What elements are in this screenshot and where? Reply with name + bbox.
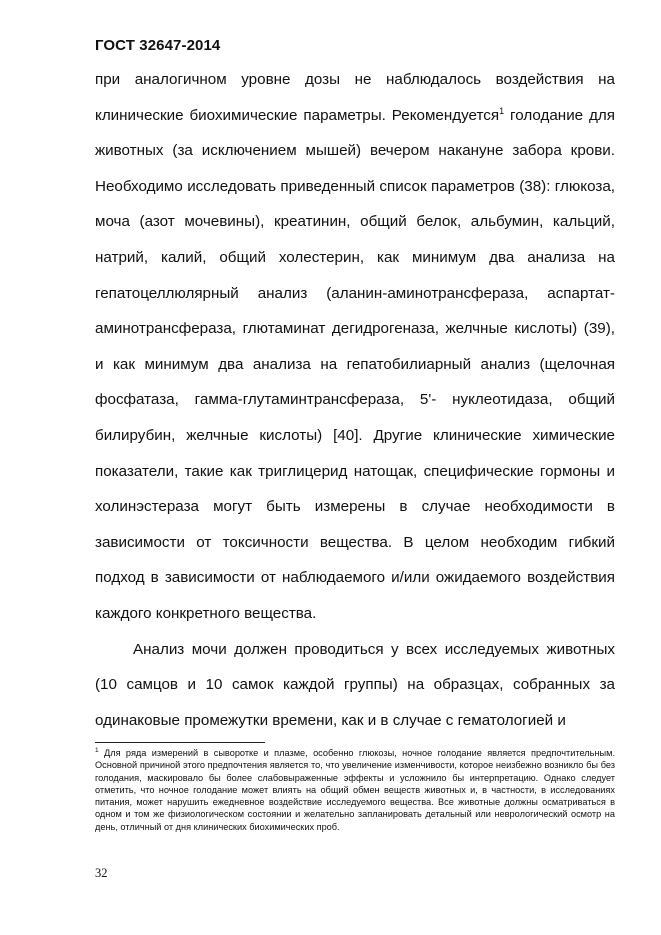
footnote-mark: 1 [95,746,99,754]
footnote-separator [95,742,265,743]
page-number: 32 [95,866,108,880]
document-header: ГОСТ 32647-2014 [95,37,221,54]
main-text [95,62,615,738]
paragraph-1-text-a: при аналогичном уровне дозы не наблюдалось воздействия на клинические биохимические параметры. Рекомендуется [95,71,615,124]
footnote [95,747,615,833]
paragraph-1 [95,62,615,632]
footnote-reference[interactable]: 1 [499,105,505,116]
paragraph-2: Анализ мочи должен проводиться у всех исследуемых животных (10 самцов и 10 самок каждой группы) на образцах, собранных за одинаковые промежутки времени, как и в случае с гематологией и [95,640,615,729]
paragraph-1-text-b: голодание для животных (за исключением мышей) вечером накануне забора крови. Необходимо исследовать приведенный список параметров (38): глюкоза, моча (азот мочевины), креатинин, общий белок, альбумин, кальций, натрий, калий, общий холестерин, как минимум два анализа на гепатоцеллюлярный анализ (аланин-аминотрансфераза, аспартат-аминотрансфераза, глютаминат дегидрогеназа, желчные кислоты) (39), и как минимум два анализа на гепатобилиарный анализ (щелочная фосфатаза, гамма-глутаминтрансфераза, 5'- нуклеотидаза, общий билирубин, желчные кислоты) [40]. Другие клинические химические показатели, такие как триглицерид натощак, специфические гормоны и холинэстераза могут быть измерены в случае необходимости в зависимости от токсичности вещества. В целом необходим гибкий подход в зависимости от наблюдаемого и/или ожидаемого воздействия каждого конкретного вещества. [95,106,615,622]
footnote-text: Для ряда измерений в сыворотке и плазме, особенно глюкозы, ночное голодание является предпочтительным. Основной причиной этого предпочтения является то, что увеличение изменчивости, которое неизбежно возникло бы без голодания, маскировало бы более слабовыраженные эффекты и усложнило бы интерпретацию. Однако следует отметить, что ночное голодание может влиять на общий обмен веществ животных и, в частности, в исследованиях питания, может нарушить ежедневное воздействие исследуемого вещества. Все животные должны осматриваться в одном и том же физиологическом состоянии и желательно запланировать детальный или неврологический осмотр на день, отличный от дня клинических биохимических проб. [95,748,615,832]
